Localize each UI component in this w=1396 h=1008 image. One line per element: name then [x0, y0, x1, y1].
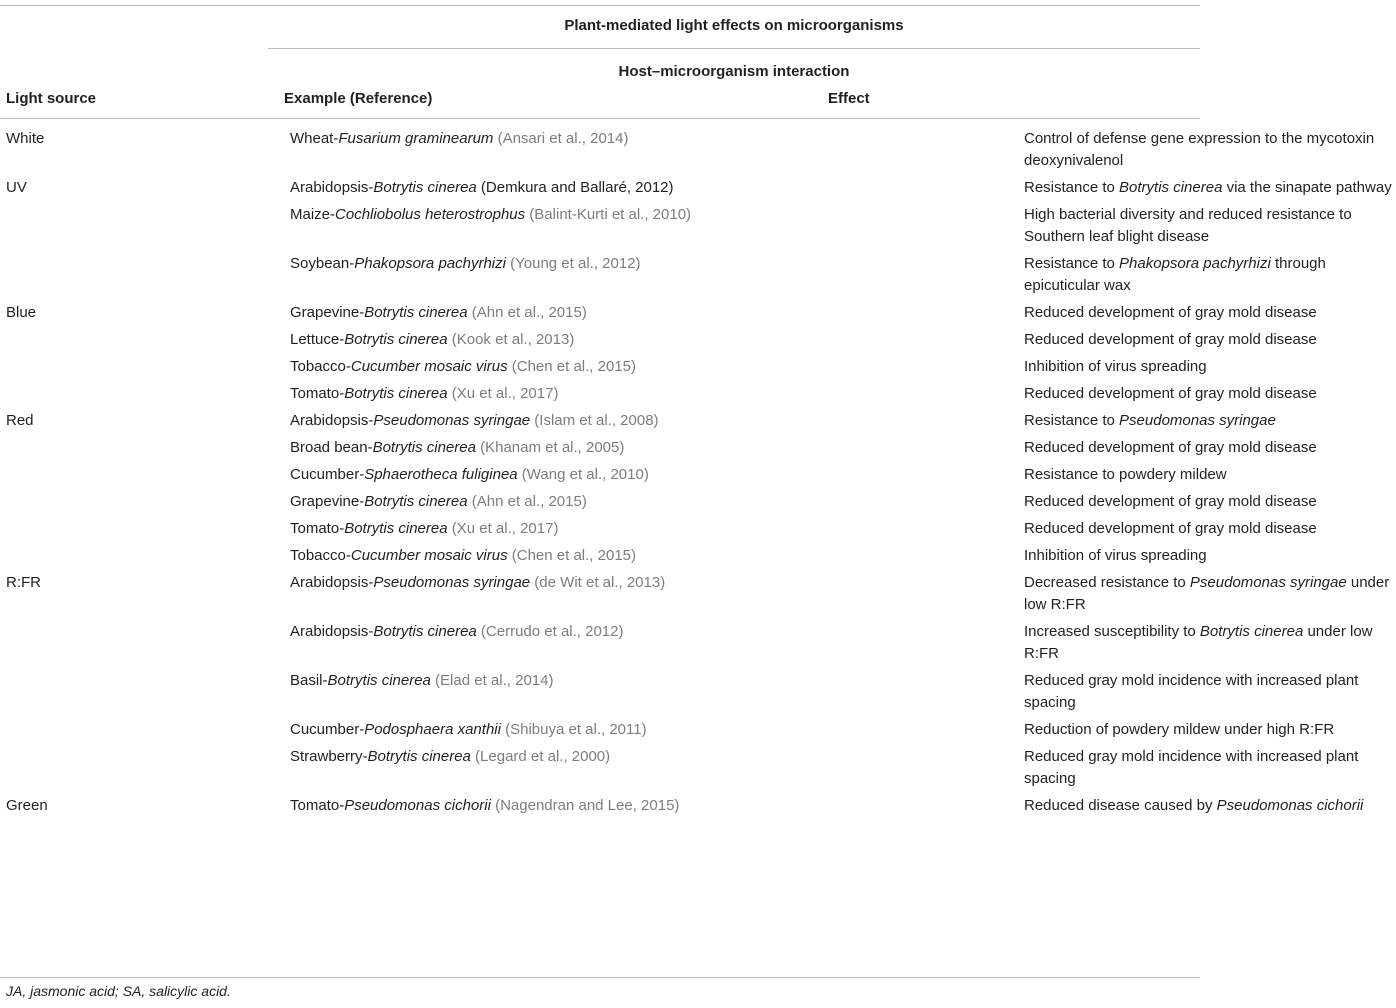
- effect-text: under low R:FR: [1024, 623, 1373, 662]
- example-reference: (Legard et al., 2000): [470, 748, 611, 765]
- example-reference: (Ahn et al., 2015): [467, 304, 587, 321]
- effect-text: Reduced development of gray mold disease: [1024, 385, 1317, 402]
- light-source-cell: [0, 545, 290, 572]
- light-source-cell: [0, 253, 290, 302]
- effect-cell: [1024, 329, 1396, 356]
- effect-text: Resistance to: [1024, 412, 1120, 429]
- example-italic: Podosphaera xanthii: [364, 721, 501, 738]
- light-source-cell: [0, 491, 290, 518]
- effect-text: through epicuticular wax: [1024, 255, 1326, 294]
- light-source-cell: R:FR: [6, 574, 41, 591]
- example-text: Maize-: [290, 206, 336, 223]
- light-source-cell: Red: [6, 412, 34, 429]
- data-table: [0, 128, 1396, 822]
- effect-cell: [1024, 795, 1396, 822]
- example-italic: Botrytis cinerea: [373, 623, 477, 640]
- example-italic: Botrytis cinerea: [372, 439, 476, 456]
- example-cell: [290, 383, 1024, 410]
- effect-text: High bacterial diversity and reduced resistance to Southern leaf blight disease: [1024, 206, 1352, 245]
- effect-text: Increased susceptibility to: [1024, 623, 1200, 640]
- light-source-cell: [0, 329, 290, 356]
- light-source-cell: UV: [6, 179, 27, 196]
- effect-italic: Pseudomonas syringae: [1119, 412, 1276, 429]
- example-cell: [290, 253, 1024, 302]
- example-reference: (Xu et al., 2017): [447, 520, 559, 537]
- table-row: [0, 545, 1396, 572]
- example-reference: (Shibuya et al., 2011): [500, 721, 647, 738]
- effect-text: via the sinapate pathway: [1222, 179, 1392, 196]
- light-source-cell: [0, 383, 290, 410]
- example-cell: [290, 545, 1024, 572]
- effect-text: Reduction of powdery mildew under high R:FR: [1024, 721, 1335, 738]
- column-header-light-source: Light source: [6, 90, 97, 107]
- effect-cell: [1024, 572, 1396, 621]
- example-italic: Fusarium graminearum: [338, 130, 494, 147]
- example-italic: Botrytis cinerea: [344, 385, 448, 402]
- example-text: Lettuce-: [290, 331, 345, 348]
- table-row: [0, 518, 1396, 545]
- example-cell: [290, 410, 1024, 437]
- effect-cell: [1024, 177, 1396, 204]
- table-row: [0, 302, 1396, 329]
- table-row: [0, 437, 1396, 464]
- example-italic: Botrytis cinerea: [367, 748, 471, 765]
- example-reference: (Balint-Kurti et al., 2010): [525, 206, 692, 223]
- effect-text: Decreased resistance to: [1024, 574, 1190, 591]
- example-cell: [290, 437, 1024, 464]
- effect-cell: [1024, 253, 1396, 302]
- example-reference: (Young et al., 2012): [505, 255, 641, 272]
- bottom-rule: [0, 977, 1200, 978]
- example-italic: Botrytis cinerea: [344, 331, 448, 348]
- example-text: Arabidopsis-: [290, 179, 374, 196]
- effect-cell: [1024, 719, 1396, 746]
- example-reference: (Wang et al., 2010): [517, 466, 649, 483]
- effect-text: Reduced development of gray mold disease: [1024, 520, 1317, 537]
- example-text: Grapevine-: [290, 493, 365, 510]
- effect-text: Reduced development of gray mold disease: [1024, 439, 1317, 456]
- table-row: [0, 128, 1396, 177]
- effect-text: Reduced disease caused by: [1024, 797, 1217, 814]
- effect-cell: [1024, 545, 1396, 572]
- effect-cell: [1024, 128, 1396, 177]
- effect-cell: [1024, 621, 1396, 670]
- example-cell: [290, 491, 1024, 518]
- example-text: Basil-: [290, 672, 328, 689]
- example-italic: Botrytis cinerea: [327, 672, 431, 689]
- light-source-cell: White: [6, 130, 45, 147]
- effect-cell: [1024, 410, 1396, 437]
- effect-italic: Pseudomonas syringae: [1189, 574, 1347, 591]
- table-row: [0, 356, 1396, 383]
- example-cell: [290, 329, 1024, 356]
- effect-text: Reduced gray mold incidence with increased plant spacing: [1024, 748, 1359, 787]
- example-text: Tobacco-: [290, 358, 351, 375]
- table-row: [0, 410, 1396, 437]
- effect-italic: Phakopsora pachyrhizi: [1119, 255, 1271, 272]
- table-row: [0, 329, 1396, 356]
- example-cell: [290, 572, 1024, 621]
- example-italic: Phakopsora pachyrhizi: [354, 255, 506, 272]
- example-cell: [290, 518, 1024, 545]
- effect-italic: Botrytis cinerea: [1199, 623, 1304, 640]
- column-header-effect: Effect: [828, 90, 870, 107]
- table-row: [0, 719, 1396, 746]
- effect-cell: [1024, 302, 1396, 329]
- light-source-cell: Green: [6, 797, 48, 814]
- example-reference: (Ansari et al., 2014): [493, 130, 629, 147]
- example-text: Tomato-: [290, 797, 345, 814]
- effect-cell: [1024, 204, 1396, 253]
- example-italic: Cochliobolus heterostrophus: [335, 206, 526, 223]
- effect-italic: Pseudomonas cichorii: [1216, 797, 1364, 814]
- effect-text: Reduced gray mold incidence with increased plant spacing: [1024, 672, 1359, 711]
- example-italic: Pseudomonas cichorii: [344, 797, 491, 814]
- light-source-cell: [0, 204, 290, 253]
- example-cell: [290, 621, 1024, 670]
- top-rule: [0, 5, 1200, 6]
- example-italic: Botrytis cinerea: [344, 520, 448, 537]
- light-source-cell: [0, 621, 290, 670]
- footnote: JA, jasmonic acid; SA, salicylic acid.: [6, 983, 231, 999]
- example-cell: [290, 128, 1024, 177]
- table-row: [0, 621, 1396, 670]
- light-source-cell: [0, 356, 290, 383]
- group-header: Host–microorganism interaction: [618, 63, 850, 80]
- table-row: [0, 795, 1396, 822]
- effect-italic: Botrytis cinerea: [1119, 179, 1223, 196]
- light-source-cell: Blue: [6, 304, 37, 321]
- light-source-cell: [0, 719, 290, 746]
- example-text: Wheat-: [290, 130, 339, 147]
- effect-cell: [1024, 518, 1396, 545]
- example-italic: Cucumber mosaic virus: [350, 547, 508, 564]
- example-text: Grapevine-: [290, 304, 365, 321]
- example-text: Tomato-: [290, 385, 345, 402]
- example-italic: Botrytis cinerea: [364, 304, 468, 321]
- example-text: Cucumber-: [290, 721, 365, 738]
- example-text: Tomato-: [290, 520, 345, 537]
- super-header: Plant-mediated light effects on microorganisms: [564, 17, 904, 34]
- example-text: Tobacco-: [290, 547, 351, 564]
- super-header-rule: [268, 48, 1200, 49]
- example-reference: (Chen et al., 2015): [507, 547, 637, 564]
- example-reference: (de Wit et al., 2013): [530, 574, 666, 591]
- effect-cell: [1024, 746, 1396, 795]
- effect-text: Control of defense gene expression to the mycotoxin deoxynivalenol: [1024, 130, 1375, 169]
- example-italic: Botrytis cinerea: [364, 493, 468, 510]
- example-text: Arabidopsis-: [290, 623, 374, 640]
- example-reference: (Chen et al., 2015): [507, 358, 637, 375]
- example-reference: (Xu et al., 2017): [447, 385, 559, 402]
- light-source-cell: [0, 746, 290, 795]
- effect-text: Inhibition of virus spreading: [1024, 358, 1207, 375]
- example-italic: Sphaerotheca fuliginea: [364, 466, 518, 483]
- effect-text: Reduced development of gray mold disease: [1024, 331, 1317, 348]
- table-row: [0, 670, 1396, 719]
- column-header-example: Example (Reference): [284, 90, 433, 107]
- example-italic: Pseudomonas syringae: [373, 574, 531, 591]
- example-cell: [290, 719, 1024, 746]
- header-rule: [0, 118, 1200, 119]
- example-reference: (Cerrudo et al., 2012): [476, 623, 624, 640]
- table-row: [0, 383, 1396, 410]
- example-cell: [290, 177, 1024, 204]
- effect-text: Inhibition of virus spreading: [1024, 547, 1207, 564]
- example-text: Broad bean-: [290, 439, 373, 456]
- table-row: [0, 464, 1396, 491]
- effect-cell: [1024, 383, 1396, 410]
- example-cell: [290, 302, 1024, 329]
- table-body: [0, 128, 1396, 822]
- example-text: Strawberry-: [290, 748, 368, 765]
- effect-cell: [1024, 670, 1396, 719]
- effect-text: Resistance to powdery mildew: [1024, 466, 1227, 483]
- example-reference: (Ahn et al., 2015): [467, 493, 587, 510]
- effect-cell: [1024, 491, 1396, 518]
- example-cell: [290, 356, 1024, 383]
- example-text: Soybean-: [290, 255, 355, 272]
- example-italic: Cucumber mosaic virus: [350, 358, 508, 375]
- example-reference: (Islam et al., 2008): [530, 412, 659, 429]
- effect-cell: [1024, 464, 1396, 491]
- table-row: [0, 746, 1396, 795]
- table-row: [0, 253, 1396, 302]
- example-reference: (Kook et al., 2013): [447, 331, 575, 348]
- effect-cell: [1024, 356, 1396, 383]
- example-italic: Pseudomonas syringae: [373, 412, 531, 429]
- effect-text: Resistance to: [1024, 179, 1120, 196]
- example-reference: (Nagendran and Lee, 2015): [490, 797, 680, 814]
- example-italic: Botrytis cinerea: [373, 179, 477, 196]
- example-cell: [290, 464, 1024, 491]
- example-reference: (Khanam et al., 2005): [475, 439, 625, 456]
- table-row: [0, 204, 1396, 253]
- effect-text: Reduced development of gray mold disease: [1024, 493, 1317, 510]
- example-cell: [290, 746, 1024, 795]
- example-cell: [290, 795, 1024, 822]
- effect-text: under low R:FR: [1024, 574, 1390, 613]
- effect-cell: [1024, 437, 1396, 464]
- table-row: [0, 177, 1396, 204]
- example-reference: (Elad et al., 2014): [430, 672, 554, 689]
- example-text: Arabidopsis-: [290, 412, 374, 429]
- light-source-cell: [0, 464, 290, 491]
- table-row: [0, 491, 1396, 518]
- effect-text: Resistance to: [1024, 255, 1120, 272]
- effect-text: Reduced development of gray mold disease: [1024, 304, 1317, 321]
- example-text: Cucumber-: [290, 466, 365, 483]
- example-cell: [290, 204, 1024, 253]
- light-source-cell: [0, 518, 290, 545]
- light-source-cell: [0, 670, 290, 719]
- light-source-cell: [0, 437, 290, 464]
- table-row: [0, 572, 1396, 621]
- example-text: (Demkura and Ballaré, 2012): [476, 179, 674, 196]
- example-cell: [290, 670, 1024, 719]
- example-text: Arabidopsis-: [290, 574, 374, 591]
